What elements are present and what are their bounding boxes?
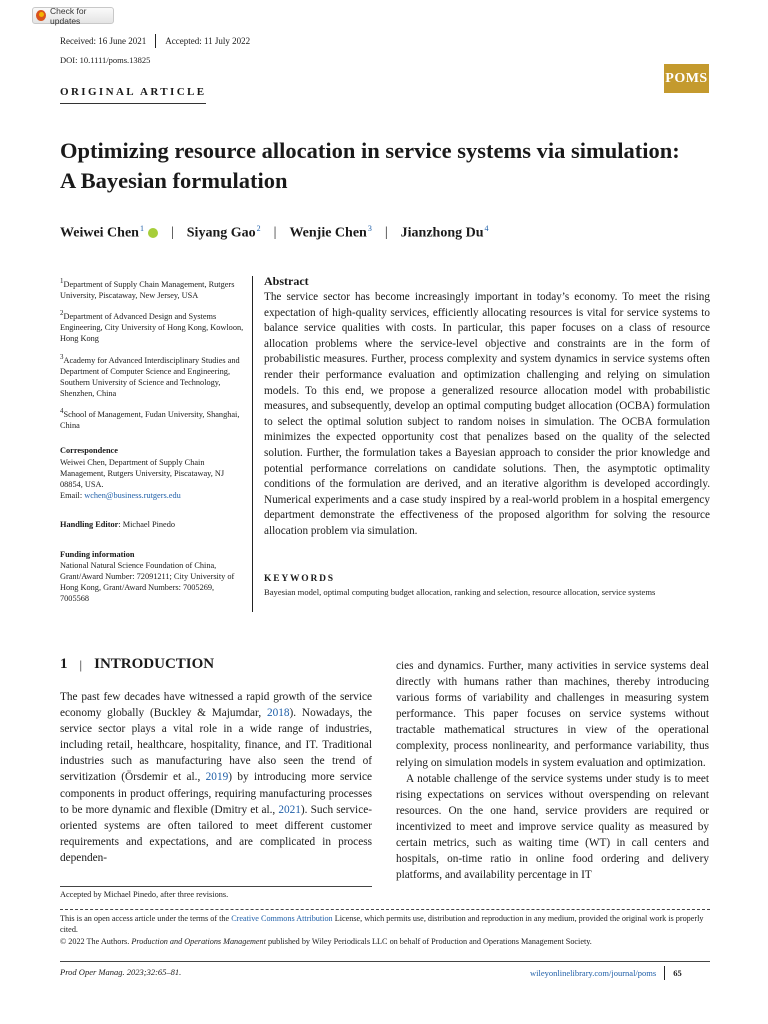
journal-logo: POMS bbox=[664, 64, 709, 93]
crossmark-icon bbox=[36, 10, 46, 21]
citation-link[interactable]: 2019 bbox=[205, 771, 229, 784]
correspondence-text: Weiwei Chen, Department of Supply Chain Management, Rutgers University, Piscataway, NJ 08854, USA. bbox=[60, 457, 225, 489]
footer-right bbox=[530, 966, 682, 980]
check-for-updates-button[interactable] bbox=[32, 7, 114, 24]
article-dates bbox=[60, 34, 250, 48]
affiliation-3: $^3$Academy for Advanced Interdisciplinary Studies and Department of Computer Science and Engineering, Southern University of Science and Technology, Shenzhen, China bbox=[60, 353, 240, 398]
orcid-icon[interactable] bbox=[148, 228, 158, 238]
title-line-2: A Bayesian formulation bbox=[60, 168, 288, 193]
handling-editor-label: Handling Editor bbox=[60, 520, 119, 530]
handling-editor-name: : Michael Pinedo bbox=[118, 520, 176, 530]
journal-url-link[interactable]: wileyonlinelibrary.com/journal/poms bbox=[530, 968, 657, 978]
author-separator: | bbox=[273, 224, 277, 240]
author-2[interactable]: Siyang Gao$^2$ bbox=[186, 224, 261, 241]
column-divider bbox=[252, 276, 253, 612]
article-type: ORIGINAL ARTICLE bbox=[60, 86, 207, 98]
license-notice bbox=[60, 913, 710, 947]
author-separator: | bbox=[384, 224, 388, 240]
date-separator bbox=[155, 34, 156, 48]
author-4[interactable]: Jianzhong Du$^4$ bbox=[400, 224, 489, 241]
correspondence-heading: Correspondence bbox=[60, 446, 118, 456]
front-matter-sidebar bbox=[60, 276, 245, 613]
abstract-heading: Abstract bbox=[264, 274, 309, 288]
paper-title bbox=[60, 136, 720, 196]
section-heading bbox=[60, 656, 214, 673]
citation-link[interactable]: 2021 bbox=[278, 803, 301, 816]
author-4-sup[interactable]: 4 bbox=[484, 224, 489, 233]
handling-editor bbox=[60, 519, 245, 530]
correspondence-email-line: Email: wchen@business.rutgers.edu bbox=[60, 491, 181, 501]
doi[interactable]: DOI: 10.1111/poms.13825 bbox=[60, 55, 151, 65]
section-title: INTRODUCTION bbox=[94, 656, 215, 672]
accepted-date: Accepted: 11 July 2022 bbox=[165, 36, 251, 46]
keywords-heading: KEYWORDS bbox=[264, 574, 335, 584]
section-number: 1 bbox=[60, 656, 68, 672]
funding-information bbox=[60, 549, 245, 605]
funding-text: National Natural Science Foundation of China, Grant/Award Number: 72091211; City University of Hong Kong, Grant/Award Numbers: 7005269, 7005568 bbox=[60, 560, 235, 604]
article-type-rule bbox=[60, 103, 206, 104]
author-1[interactable]: Weiwei Chen$^1$ bbox=[60, 224, 158, 242]
license-divider bbox=[60, 909, 710, 910]
keywords-list: Bayesian model, optimal computing budget allocation, ranking and selection, resource allocation, service systems bbox=[264, 587, 656, 597]
footer-separator bbox=[664, 966, 665, 980]
check-for-updates-label: Check for updates bbox=[50, 5, 87, 26]
funding-heading: Funding information bbox=[60, 549, 135, 559]
author-3-sup[interactable]: 3 bbox=[367, 224, 372, 233]
email-link[interactable]: wchen@business.rutgers.edu bbox=[84, 491, 181, 501]
author-separator: | bbox=[170, 224, 174, 240]
received-date: Received: 16 June 2021 bbox=[60, 36, 147, 46]
affiliation-2: $^2$Department of Advanced Design and Systems Engineering, City University of Hong Kong, Kowloon, Hong Kong bbox=[60, 310, 244, 344]
author-list bbox=[60, 224, 489, 242]
intro-column-2 bbox=[396, 658, 709, 883]
intro-paragraph-continued: cies and dynamics. Further, many activities in service systems deal directly with humans rather than machines, thereby introducing various forms of variability and challenges in measuring system performance. This paper focuses on service systems without tractable mathematical structures in view of the operational complexity, process nonlinearity, and performance variability, thus relying on simulation models in system evaluation and optimization. bbox=[396, 660, 709, 769]
footnote: Accepted by Michael Pinedo, after three revisions. bbox=[60, 890, 229, 899]
intro-paragraph-2: A notable challenge of the service systems under study is to meet rising expectations on services without overspending on relevant resources. On the one hand, service providers are required or incentivized to meet and improve service quality as measured by certain metrics, such as waiting time (WT) in call centers and hospitals, on-time ratio in online food ordering and delivery platforms, and availability percentage in IT bbox=[396, 772, 709, 882]
abstract bbox=[264, 274, 710, 540]
affiliation-4: $^4$School of Management, Fudan University, Shanghai, China bbox=[60, 408, 240, 431]
footer-citation: Prod Oper Manag. 2023;32:65–81. bbox=[60, 967, 182, 977]
author-2-sup[interactable]: 2 bbox=[256, 224, 261, 233]
page-number: 65 bbox=[673, 968, 682, 978]
citation-link[interactable]: 2018 bbox=[266, 707, 290, 720]
intro-column-1: The past few decades have witnessed a rapid growth of the service economy globally (Buckley & Majumdar, 2018). Nowadays, the service sector plays a vital role in a wide range of industries, including retail, healthcare, hospitality, finance, and IT. Traditional industries such as manufacturing have also seen the trend of servitization (Örsdemir et al., 2019) by introducing more service components in product offerings, requiring manufacturing processes to be more dynamic and flexible (Dmitry et al., 2021). Such service-oriented systems are often tailored to meet different customer requirements and expectations, and are complicated in process dependen- bbox=[60, 691, 372, 864]
section-separator: | bbox=[79, 656, 83, 672]
correspondence bbox=[60, 445, 245, 501]
author-3[interactable]: Wenjie Chen$^3$ bbox=[289, 224, 372, 241]
title-line-1: Optimizing resource allocation in service systems via simulation: bbox=[60, 138, 680, 163]
copyright-text: © 2022 The Authors. Production and Operations Management published by Wiley Periodicals LLC on behalf of Production and Operations Management Society. bbox=[60, 936, 592, 946]
license-text: This is an open access article under the terms of the Creative Commons Attribution License, which permits use, distribution and reproduction in any medium, provided the original work is properly cited. bbox=[60, 914, 704, 935]
footnote-rule bbox=[60, 886, 372, 887]
affiliation-1: $^1$Department of Supply Chain Management, Rutgers University, Piscataway, New Jersey, USA bbox=[60, 278, 235, 300]
abstract-body: The service sector has become increasingly important in today’s economy. To meet the rising expectation of high-quality services, efficiently allocating resources is vital for service systems to balance service qualities with costs. In particular, this paper focuses on a class of resource allocation problems where the service-level objective and constraints are in the form of probabilistic measures. Further, process complexity and system dynamics in service systems often render their performance evaluation and optimization challenging and relying on simulation models. To this end, we propose a generalized resource allocation model with probabilistic measures, and subsequently, develop an optimal computing budget allocation (OCBA) formulation to select the optimal solution subject to random noises in simulation. The OCBA formulation minimizes the expected opportunity cost that penalizes based on the quality of the selected solution. Further, the formulation takes a Bayesian approach to consider the prior knowledge and potential performance correlations on candidate solutions. Then, the asymptotic optimality conditions of the formulation are derived, and an iterative algorithm is developed accordingly. Numerical experiments and a case study inspired by a real-world problem in a hospital emergency department demonstrate the effectiveness of the proposed algorithm for solving the resource allocation problem via simulation. bbox=[264, 291, 710, 537]
cc-license-link[interactable]: Creative Commons Attribution bbox=[231, 914, 333, 923]
footer-rule bbox=[60, 961, 710, 962]
author-1-sup[interactable]: 1 bbox=[139, 224, 144, 233]
